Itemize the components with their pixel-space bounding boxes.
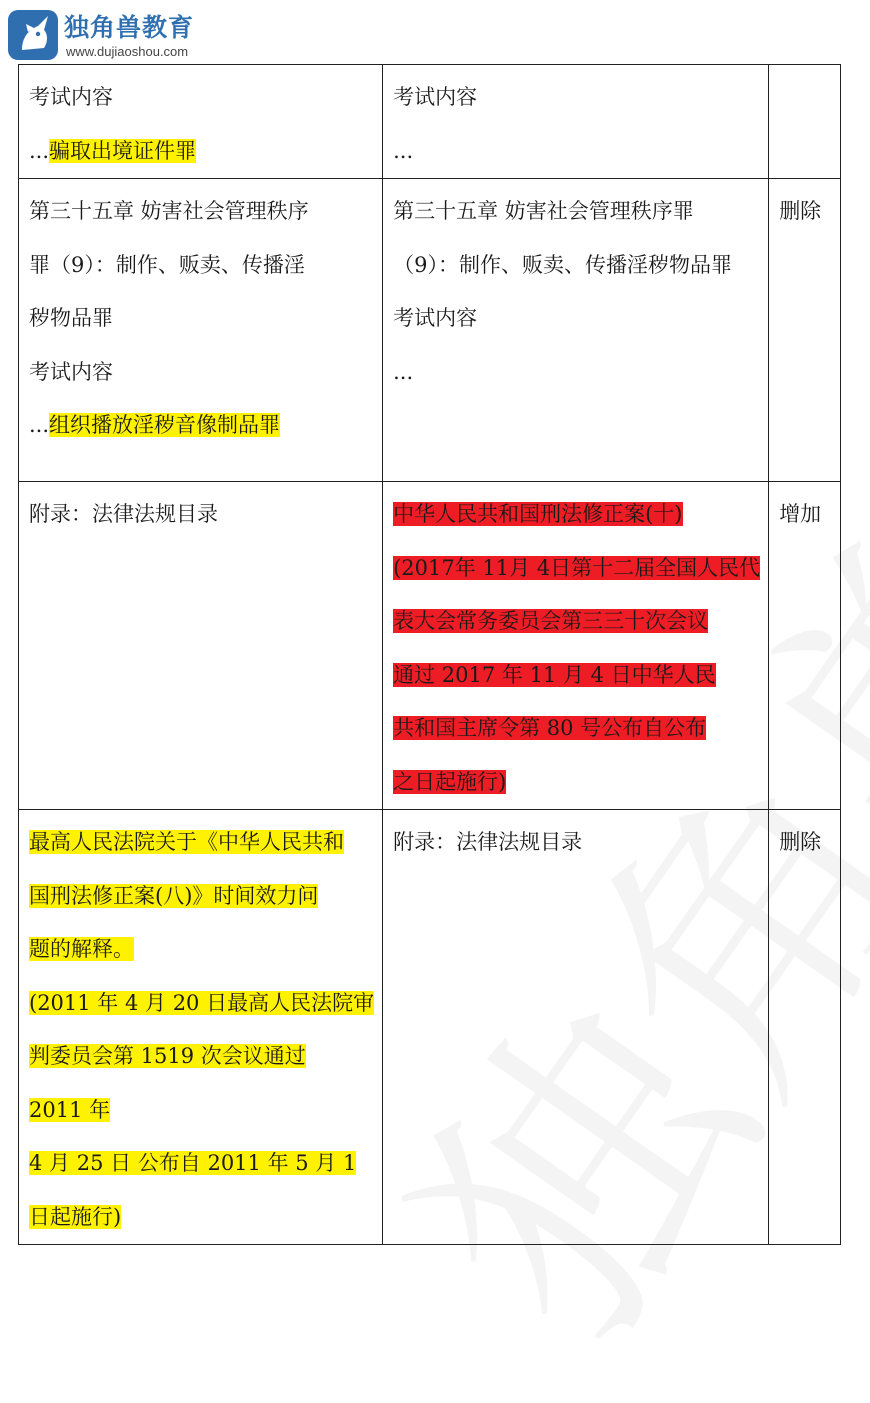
table-row <box>19 179 841 482</box>
cell-text: 附录：法律法规目录 <box>29 502 218 526</box>
deleted-text: 2011 年 <box>29 1097 111 1122</box>
change-action-cell: 增加 <box>769 482 841 810</box>
change-action-cell <box>769 65 841 179</box>
cell-text: 考试内容 <box>393 306 478 330</box>
ellipsis-text: ... <box>29 138 50 163</box>
added-text: 通过 2017 年 11 月 4 日中华人民 <box>393 662 716 687</box>
unicorn-logo-icon <box>8 10 58 60</box>
deleted-text: 最高人民法院关于《中华人民共和 <box>29 830 344 854</box>
cell-text: 考试内容 <box>29 85 113 109</box>
deleted-text: (2011 年 4 月 20 日最高人民法院审 <box>29 990 375 1015</box>
comparison-table <box>18 64 841 1245</box>
table-row <box>19 65 841 179</box>
cell-text: （9）：制作、贩卖、传播淫秽物品罪 <box>393 252 732 277</box>
new-content-cell <box>383 179 769 482</box>
table-row <box>19 810 841 1245</box>
cell-text: 秽物品罪 <box>29 306 113 330</box>
highlighted-text: 组织播放淫秽音像制品罪 <box>49 413 281 437</box>
deleted-text: 题的解释。 <box>29 937 134 961</box>
added-text: 表大会常务委员会第三三十次会议 <box>393 609 709 633</box>
ellipsis-text: ... <box>29 413 50 437</box>
old-content-cell <box>19 482 383 810</box>
added-text: 共和国主席令第 80 号公布自公布 <box>393 716 707 740</box>
new-content-cell <box>383 482 769 810</box>
old-content-cell <box>19 810 383 1245</box>
brand-name: 独角兽教育 <box>64 13 195 42</box>
added-text: (2017年 11月 4日第十二届全国人民代 <box>393 555 761 580</box>
brand-logo <box>8 6 228 62</box>
ellipsis-text: ... <box>393 138 414 163</box>
change-action-cell: 删除 <box>769 810 841 1245</box>
old-content-cell <box>19 179 383 482</box>
old-content-cell <box>19 65 383 179</box>
brand-url: www.dujiaoshou.com <box>66 44 189 59</box>
deleted-text: 国刑法修正案(八)》时间效力问 <box>29 883 319 908</box>
cell-text: 罪（9）：制作、贩卖、传播淫 <box>29 252 305 277</box>
added-text: 中华人民共和国刑法修正案(十) <box>393 502 683 526</box>
new-content-cell <box>383 810 769 1245</box>
change-action-cell: 删除 <box>769 179 841 482</box>
cell-text: 考试内容 <box>29 359 113 384</box>
deleted-text: 日起施行) <box>29 1204 122 1229</box>
cell-text: 第三十五章 妨害社会管理秩序 <box>29 199 309 223</box>
highlighted-text: 骗取出境证件罪 <box>49 138 197 163</box>
deleted-text: 4 月 25 日 公布自 2011 年 5 月 1 <box>29 1151 357 1175</box>
deleted-text: 判委员会第 1519 次会议通过 <box>29 1044 306 1068</box>
cell-text: 第三十五章 妨害社会管理秩序罪 <box>393 199 694 223</box>
new-content-cell <box>383 65 769 179</box>
added-text: 之日起施行) <box>393 769 507 794</box>
cell-text: 附录：法律法规目录 <box>393 830 583 854</box>
table-row <box>19 482 841 810</box>
cell-text: 考试内容 <box>393 85 478 109</box>
ellipsis-text: ... <box>393 359 414 384</box>
